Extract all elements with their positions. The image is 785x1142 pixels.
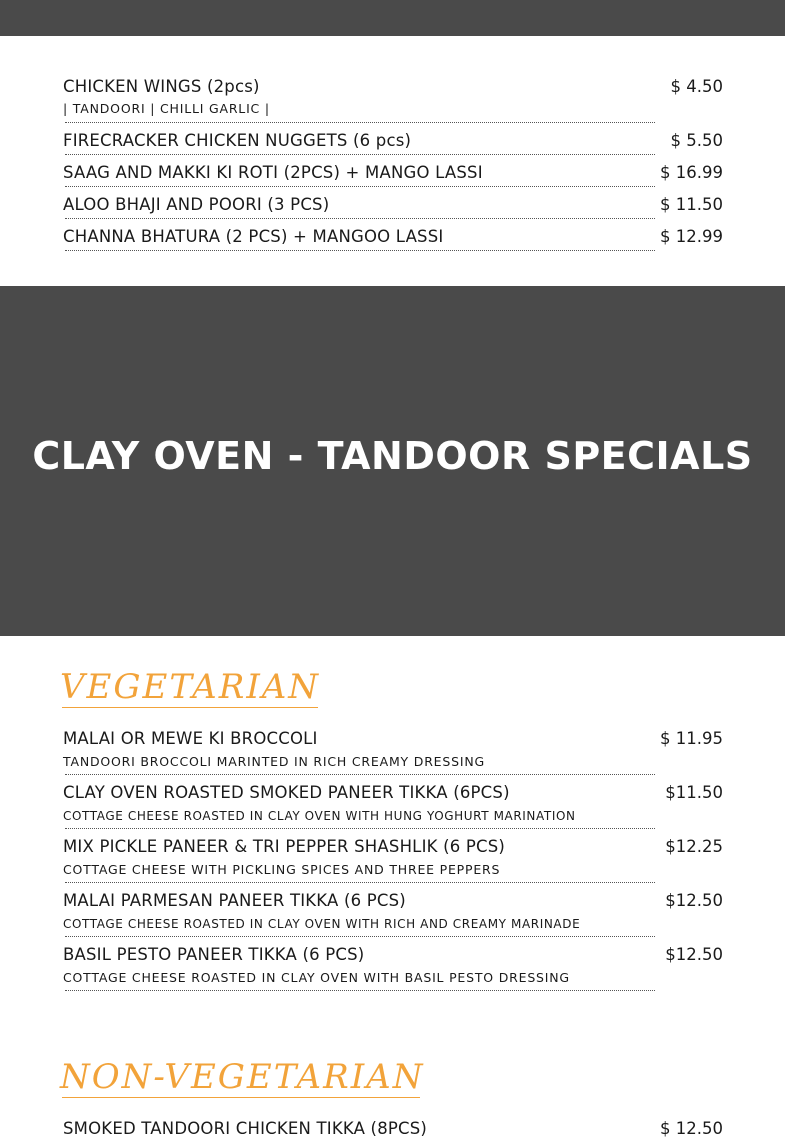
menu-item bbox=[63, 1119, 723, 1142]
heading-underline bbox=[62, 1097, 420, 1098]
item-description: COTTAGE CHEESE ROASTED IN CLAY OVEN WITH RICH AND CREAMY MARINADE bbox=[63, 917, 581, 931]
dotted-leader bbox=[65, 250, 655, 251]
dotted-leader bbox=[65, 186, 655, 187]
item-description: COTTAGE CHEESE ROASTED IN CLAY OVEN WITH HUNG YOGHURT MARINATION bbox=[63, 809, 576, 823]
menu-item bbox=[63, 783, 723, 831]
item-description: | TANDOORI | CHILLI GARLIC | bbox=[63, 101, 270, 116]
item-name: ALOO BHAJI AND POORI (3 PCS) bbox=[63, 195, 330, 214]
item-name: FIRECRACKER CHICKEN NUGGETS (6 pcs) bbox=[63, 131, 412, 150]
menu-item bbox=[63, 227, 723, 253]
menu-item bbox=[63, 837, 723, 885]
vegetarian-heading: VEGETARIAN bbox=[60, 667, 321, 707]
dotted-leader bbox=[65, 936, 655, 937]
menu-item bbox=[63, 77, 723, 125]
menu-item bbox=[63, 729, 723, 777]
item-name: CHICKEN WINGS (2pcs) bbox=[63, 77, 260, 96]
item-price: $ 11.95 bbox=[660, 729, 723, 748]
menu-item bbox=[63, 131, 723, 157]
item-name: CLAY OVEN ROASTED SMOKED PANEER TIKKA (6PCS) bbox=[63, 783, 510, 802]
dotted-leader bbox=[65, 154, 655, 155]
item-price: $12.25 bbox=[665, 837, 723, 856]
menu-item bbox=[63, 195, 723, 221]
item-name: BASIL PESTO PANEER TIKKA (6 PCS) bbox=[63, 945, 365, 964]
item-name: MALAI OR MEWE KI BROCCOLI bbox=[63, 729, 318, 748]
item-price: $ 4.50 bbox=[670, 77, 723, 96]
section-banner bbox=[0, 286, 785, 636]
menu-item bbox=[63, 163, 723, 189]
item-name: MALAI PARMESAN PANEER TIKKA (6 PCS) bbox=[63, 891, 406, 910]
dotted-leader bbox=[65, 828, 655, 829]
item-price: $ 16.99 bbox=[660, 163, 723, 182]
item-description: TANDOORI BROCCOLI MARINTED IN RICH CREAMY DRESSING bbox=[63, 754, 485, 769]
item-description: COTTAGE CHEESE ROASTED IN CLAY OVEN WITH BASIL PESTO DRESSING bbox=[63, 970, 570, 985]
item-name: MIX PICKLE PANEER & TRI PEPPER SHASHLIK (6 PCS) bbox=[63, 837, 506, 856]
menu-item bbox=[63, 945, 723, 993]
item-price: $ 12.50 bbox=[660, 1119, 723, 1138]
top-bar bbox=[0, 0, 785, 36]
item-price: $12.50 bbox=[665, 891, 723, 910]
dotted-leader bbox=[65, 122, 655, 123]
item-name: CHANNA BHATURA (2 PCS) + MANGOO LASSI bbox=[63, 227, 444, 246]
item-price: $ 11.50 bbox=[660, 195, 723, 214]
heading-underline bbox=[62, 707, 318, 708]
item-description: COTTAGE CHEESE WITH PICKLING SPICES AND THREE PEPPERS bbox=[63, 862, 501, 877]
item-name: SMOKED TANDOORI CHICKEN TIKKA (8PCS) bbox=[63, 1119, 428, 1138]
item-price: $11.50 bbox=[665, 783, 723, 802]
item-price: $12.50 bbox=[665, 945, 723, 964]
dotted-leader bbox=[65, 882, 655, 883]
non-vegetarian-heading: NON-VEGETARIAN bbox=[60, 1057, 425, 1097]
banner-title: CLAY OVEN - TANDOOR SPECIALS bbox=[32, 434, 753, 478]
dotted-leader bbox=[65, 990, 655, 991]
menu-item bbox=[63, 891, 723, 939]
item-price: $ 5.50 bbox=[670, 131, 723, 150]
item-price: $ 12.99 bbox=[660, 227, 723, 246]
dotted-leader bbox=[65, 218, 655, 219]
dotted-leader bbox=[65, 774, 655, 775]
item-name: SAAG AND MAKKI KI ROTI (2PCS) + MANGO LASSI bbox=[63, 163, 483, 182]
